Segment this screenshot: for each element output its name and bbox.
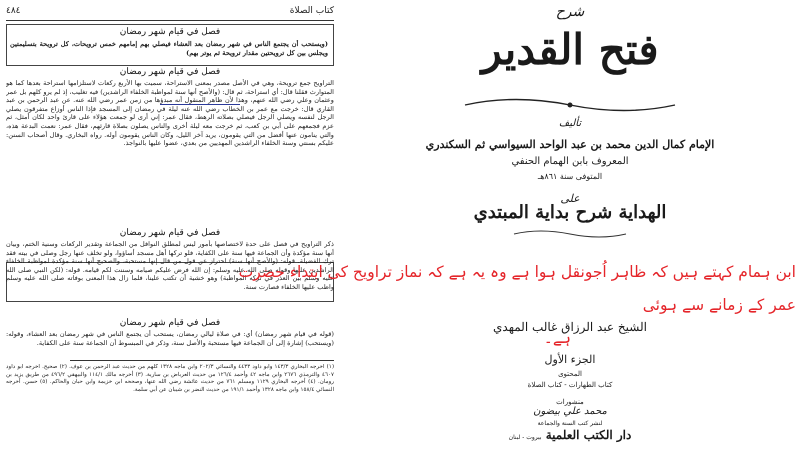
left-page-scan [0, 0, 341, 450]
urdu-line-2: ہے۔ [543, 329, 571, 347]
title-flourish-icon [460, 96, 680, 114]
publisher-label: منشورات [556, 398, 584, 406]
section2-text: ذكر التراويح في فصل على حدة لاختصاصها بأمور ليس لمطلق النوافل من الجماعة وتقدير الركعات وسنية الختم، وبيان أنها سنة مؤكدة وأن الجماعة فيها سنة على الكفاية، فلو تركها أهل مسجد أساؤوا، ولو تخلف عنها رجل وصلى في بيته فقد ترك الفضيلة. قوله: (والأصح أنها سنة) احتراز عن قول من قال إنها مستحبة، والصحيح أنها سنة مؤكدة لمواظبة الخلفاء الراشدين عليها وقوله صلى الله عليه وسلم: إن الله فرض عليكم صيامه وسننت لكم قيامه. قوله: (لكن النبي صلى الله عليه وسلم بين العذر في تركه المواظبة) وهو خشية أن تكتب علينا، فلما زال هذا المعنى بوفاته صلى الله عليه وسلم واظب عليها الخلفاء فصارت سنة. [6, 240, 334, 291]
blue-underline [160, 104, 240, 105]
footnotes: (١) أخرجه البخاري ١٤٣/٣ وأبو داود ٤٤٣٣ والنسائي ٢٠٢/٣ وابن ماجه ١٣٢٨ كلهم من حديث عبد الرحمن بن عوف. (٢) صحيح. أخرجه أبو داود ٤٦٠٧ والترمذي ٢٦٧٦ وابن ماجه ٤٢ وأحمد ١٢٦/٤ من حديث العرباض بن سارية. (٣) أخرجه مالك ١١٤/١ والبيهقي ٤٩٦/٢ من طريق يزيد بن رومان. (٤) أخرجه البخاري ١١٢٩ ومسلم ٧٦١ من حديث عائشة رضي الله عنها، وصححه ابن خزيمة وابن حبان والحاكم. (٥) حسن. أخرجه النسائي ١٥٨/٤ وابن ماجه ١٣٢٨ وأحمد ١٩١/١ من حديث النضر بن شيبان عن أبي سلمة. [6, 364, 334, 393]
page-number: ٤٨٤ [6, 6, 21, 16]
author-death-year: المتوفى سنة ٨٦١هـ [537, 172, 603, 181]
page-header [6, 4, 334, 20]
publisher-subtitle: لنشر كتب السنة والجماعة [537, 420, 603, 427]
section3-text: (قوله في قيام شهر رمضان) أي: في صلاة ليالي رمضان، يستحب أن يجتمع الناس في شهر رمضان بعد العشاء، وقوله: (ويستحب) إشارة إلى أن الجماعة فيها مستحبة والأصل سنة، وذكر في المبسوط أن الجماعة سنة على الكفاية. [6, 330, 334, 347]
boxed-section-text: (ويستحب أن يجتمع الناس في شهر رمضان بعد العشاء فيصلي بهم إمامهم خمس ترويحات، كل ترويحة بتسليمتين ويجلس بين كل ترويحتين مقدار ترويحة ثم يوتر بهم) [10, 40, 328, 57]
header-rule [6, 20, 334, 21]
publisher-house-name: دار الكتب العلمية [545, 428, 632, 442]
contents-books: كتاب الطهارات - كتاب الصلاة [527, 381, 613, 389]
taalif-word: تأليف [558, 118, 582, 129]
hidaya-flourish-icon [510, 228, 630, 240]
publisher-house [460, 428, 680, 442]
volume-label: الجزء الأول [544, 353, 596, 366]
author-known-as: المعروف بابن الهمام الحنفي [511, 156, 629, 167]
boxed-section-title: فصل في قيام شهر رمضان [119, 27, 221, 37]
author-name: الإمام كمال الدين محمد بن عبد الواحد السيواسي ثم السكندري [425, 138, 715, 151]
footnote-rule [70, 360, 334, 361]
publisher-city: بيروت - لبنان [508, 434, 542, 441]
book-section-label: كتاب الصلاة [289, 6, 334, 16]
section1-title: فصل في قيام شهر رمضان [119, 67, 221, 77]
publisher-name: محمد علي بيضون [533, 406, 607, 417]
urdu-annotation [232, 256, 796, 355]
right-page-title-page [340, 0, 800, 450]
contents-label: المحتوى [558, 370, 582, 378]
hidaya-title: الهداية شرح بداية المبتدي [473, 202, 667, 223]
editor-name: الشيخ عبد الرزاق غالب المهدي [493, 320, 647, 334]
section2-title: فصل في قيام شهر رمضان [119, 228, 221, 238]
urdu-line-1: ابن ہمام کہتے ہیں کہ ظاہر اُجونقل ہوا ہے وہ یہ ہے کہ نماز تراویح کی ابتداء حضرت عمر کے زمانے سے ہوئی [238, 263, 796, 314]
section1-text: التراويح جمع ترويحة، وهي في الأصل مصدر بمعنى الاستراحة، سميت بها الأربع ركعات لاستلزامها استراحة بعدها كما هو المتوارث فقلنا قال: أي استراحة، ثم قال: (والأصح أنها سنة لمواظبة الخلفاء الراشدين) فيه تغليب، إذ لم يرو كلهم بل عمر وعثمان وعلي رضي الله عنهم، وهذا لأن ظاهر المنقول أنه مبدؤها من زمن عمر رضي الله عنه. عن عبد الرحمن بن عبد القاري قال: خرجت مع عمر بن الخطاب رضي الله عنه ليلة في رمضان إلى المسجد فإذا الناس أوزاع متفرقون يصلي الرجل لنفسه ويصلي الرجل فيصلي بصلاته الرهط، فقال عمر: إني أرى لو جمعت هؤلاء على قارئ واحد لكان أمثل، ثم عزم فجمعهم على أبي بن كعب، ثم خرجت معه ليلة أخرى والناس يصلون بصلاة قارئهم، فقال عمر: نعمت البدعة هذه، والتي ينامون عنها أفضل من التي يقومون، يريد آخر الليل، وكان الناس يقومون أوله. رواه البخاري. وقال أصحاب السنن: عليكم بسنتي وسنة الخلفاء الراشدين المهديين من بعدي، عضوا عليها بالنواجذ. [6, 79, 334, 148]
section3-title: فصل في قيام شهر رمضان [119, 318, 221, 328]
ala-word: على [560, 192, 580, 205]
book-title: فتح القدير [481, 25, 659, 74]
sharh-word: شرح [555, 4, 585, 20]
